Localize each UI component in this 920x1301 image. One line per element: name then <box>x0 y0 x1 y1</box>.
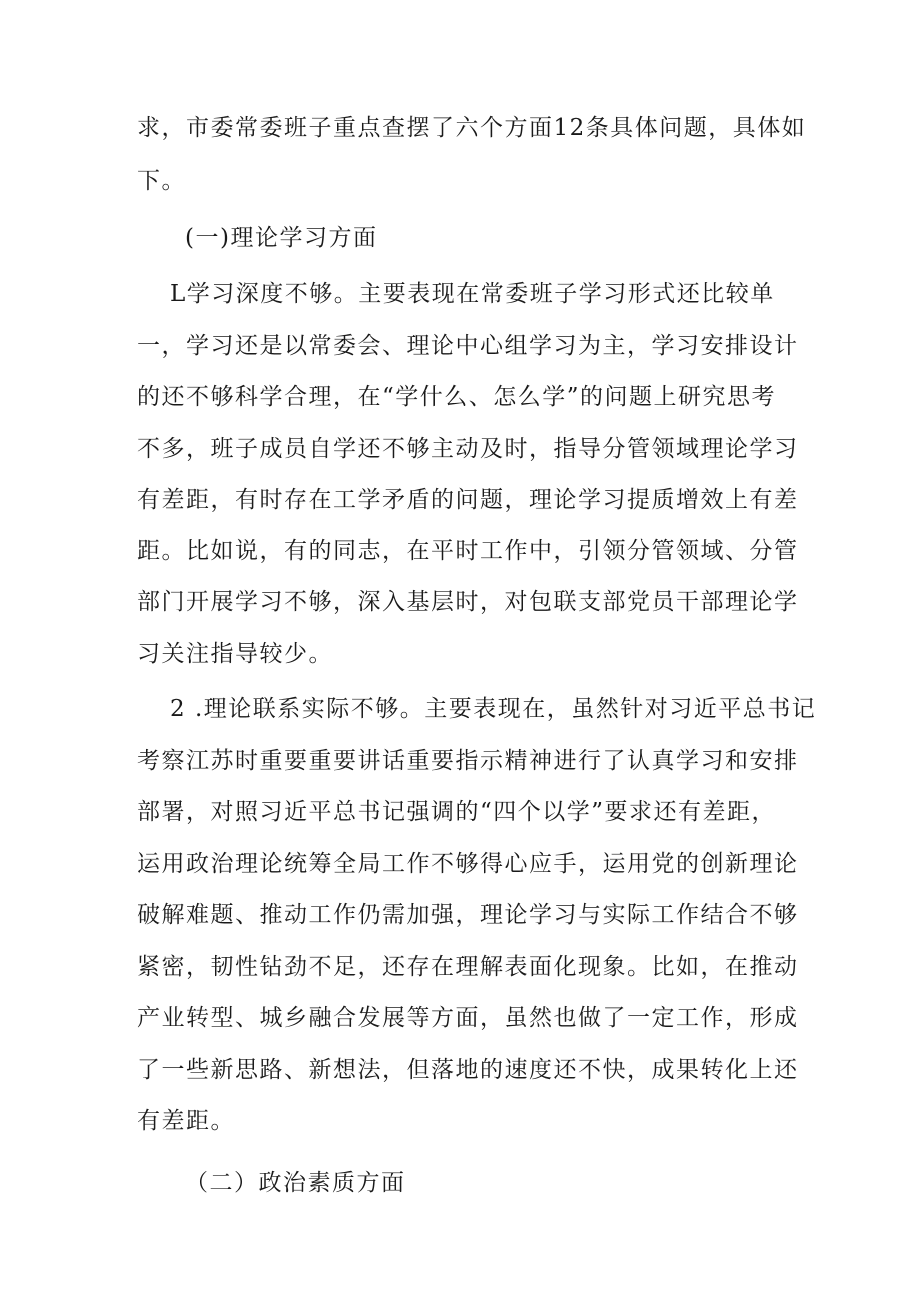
text-line: 部署，对照习近平总书记强调的“四个以学”要求还有差距， <box>137 799 777 825</box>
text-line: 部门开展学习不够，深入基层时，对包联支部党员干部理论学 <box>137 589 799 615</box>
text-line: 运用政治理论统筹全局工作不够得心应手，运用党的创新理论 <box>137 851 799 877</box>
section-heading-theory-study: (一)理论学习方面 <box>185 225 378 251</box>
text-line: 2 .理论联系实际不够。主要表现在，虽然针对习近平总书记 <box>170 696 817 722</box>
text-line: 的还不够科学合理，在“学什么、怎么学”的问题上研究思考 <box>137 384 777 410</box>
text-line: L学习深度不够。主要表现在常委班子学习形式还比较单 <box>170 281 775 307</box>
text-line: 有差距。 <box>137 1108 235 1134</box>
text-line: 破解难题、推动工作仍需加强，理论学习与实际工作结合不够 <box>137 902 799 928</box>
text-line: 紧密，韧性钻劲不足，还存在理解表面化现象。比如，在推动 <box>137 954 799 980</box>
text-line: 一，学习还是以常委会、理论中心组学习为主，学习安排设计 <box>137 333 799 359</box>
text-line: 产业转型、城乡融合发展等方面，虽然也做了一定工作，形成 <box>137 1005 799 1031</box>
text-line: 习关注指导较少。 <box>137 641 333 667</box>
text-line: 距。比如说，有的同志，在平时工作中，引领分管领域、分管 <box>137 538 799 564</box>
text-line: 求，市委常委班子重点查摆了六个方面12条具体问题，具体如 <box>137 115 807 141</box>
text-line: 不多，班子成员自学还不够主动及时，指导分管领域理论学习 <box>137 436 799 462</box>
text-line: 下。 <box>137 168 186 194</box>
text-line: 有差距，有时存在工学矛盾的问题，理论学习提质增效上有差 <box>137 487 799 513</box>
text-line: 了一些新思路、新想法，但落地的速度还不快，成果转化上还 <box>137 1057 799 1083</box>
section-heading-political-quality: （二）政治素质方面 <box>185 1170 406 1196</box>
text-line: 考察江苏时重要重要讲话重要指示精神进行了认真学习和安排 <box>137 748 799 774</box>
